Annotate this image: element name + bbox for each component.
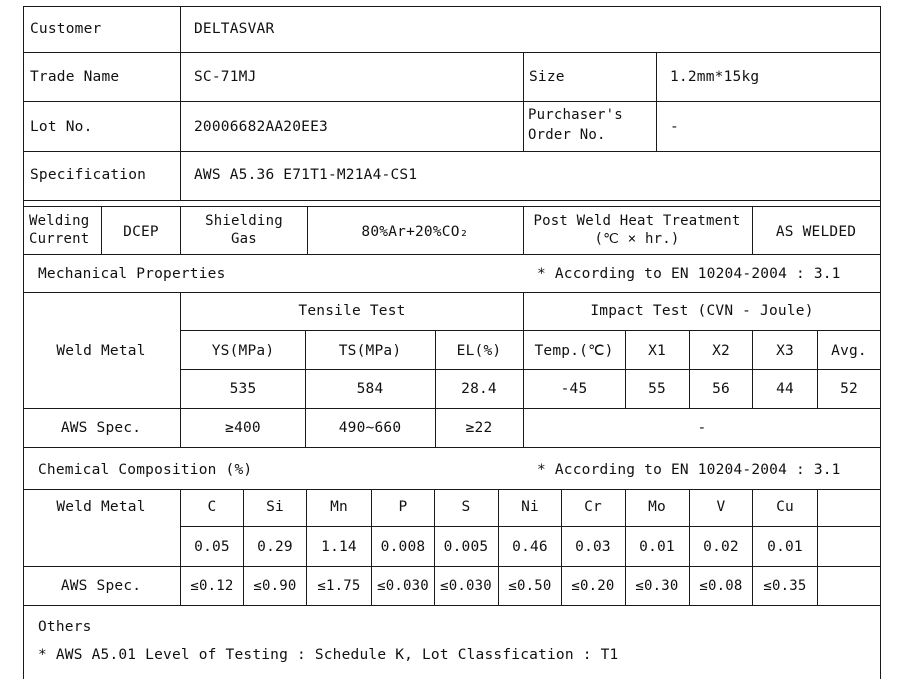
chem-header-mn: Mn	[330, 499, 348, 515]
rule	[752, 206, 753, 254]
chem-header-s: S	[461, 499, 471, 515]
mech-header-avg: Avg.	[831, 343, 867, 359]
mech-header-ts: TS(MPa)	[338, 343, 402, 359]
rule	[561, 489, 562, 605]
tensile-test-title: Tensile Test	[298, 303, 406, 319]
purchaser-label-line2: Order No.	[528, 127, 606, 143]
chemical-note: * According to EN 10204-2004 : 3.1	[537, 462, 841, 478]
rule	[689, 330, 690, 408]
rule	[180, 206, 181, 254]
trade-name-label: Trade Name	[30, 69, 120, 85]
chem-spec-mo: ≤0.30	[635, 578, 679, 594]
rule	[23, 292, 881, 293]
chem-spec-mn: ≤1.75	[317, 578, 361, 594]
chemical-spec-label: AWS Spec.	[60, 578, 142, 594]
chem-header-v: V	[716, 499, 726, 515]
rule	[656, 52, 657, 151]
rule	[752, 489, 753, 605]
chem-spec-v: ≤0.08	[699, 578, 743, 594]
chem-header-mo: Mo	[648, 499, 666, 515]
size-value: 1.2mm*15kg	[670, 69, 760, 85]
mech-header-x1: X1	[648, 343, 666, 359]
chem-spec-si: ≤0.90	[253, 578, 297, 594]
shielding-gas-value: 80%Ar+20%CO₂	[361, 224, 469, 240]
mechanical-note: * According to EN 10204-2004 : 3.1	[537, 266, 841, 282]
mechanical-title: Mechanical Properties	[38, 266, 226, 282]
size-label: Size	[529, 69, 565, 85]
purchaser-label-line1: Purchaser's	[528, 107, 623, 123]
lot-label: Lot No.	[30, 119, 93, 135]
chem-spec-c: ≤0.12	[190, 578, 234, 594]
mech-header-el: EL(%)	[456, 343, 502, 359]
rule	[435, 330, 436, 447]
rule	[23, 254, 881, 255]
mech-spec-ts: 490~660	[338, 420, 402, 436]
mechanical-row-label: Weld Metal	[56, 343, 146, 359]
chem-spec-s: ≤0.030	[440, 578, 492, 594]
rule	[180, 292, 181, 447]
mech-spec-ys: ≥400	[225, 420, 261, 436]
mech-header-x2: X2	[712, 343, 730, 359]
rule	[498, 489, 499, 605]
chem-header-c: C	[207, 499, 217, 515]
welding-current-label-line1: Welding	[29, 213, 90, 229]
rule	[243, 489, 244, 605]
mech-header-ys: YS(MPa)	[211, 343, 275, 359]
rule	[307, 206, 308, 254]
border-left	[23, 6, 24, 679]
chem-header-p: P	[398, 499, 408, 515]
rule	[23, 101, 881, 102]
mech-value-avg: 52	[840, 381, 858, 397]
welding-current-label-line2: Current	[29, 231, 90, 247]
rule	[752, 330, 753, 408]
mech-value-x3: 44	[776, 381, 794, 397]
chem-value-c: 0.05	[194, 539, 230, 555]
pwht-label-line1: Post Weld Heat Treatment	[533, 213, 741, 229]
chem-value-cr: 0.03	[575, 539, 611, 555]
rule	[689, 489, 690, 605]
pwht-label-line2: (℃ × hr.)	[594, 231, 680, 247]
shielding-gas-label-line2: Gas	[231, 231, 257, 247]
rule	[23, 52, 881, 53]
mech-value-temp: -45	[560, 381, 588, 397]
chemical-row-label: Weld Metal	[56, 499, 146, 515]
mech-spec-el: ≥22	[465, 420, 493, 436]
chem-value-p: 0.008	[380, 539, 426, 555]
rule	[180, 526, 881, 527]
mechanical-spec-label: AWS Spec.	[60, 420, 142, 436]
chem-header-cr: Cr	[584, 499, 602, 515]
rule	[371, 489, 372, 605]
rule	[625, 330, 626, 408]
chem-header-ni: Ni	[521, 499, 539, 515]
mech-value-ts: 584	[356, 381, 384, 397]
chem-value-mn: 1.14	[321, 539, 357, 555]
border-right	[880, 6, 881, 679]
mech-header-x3: X3	[776, 343, 794, 359]
rule	[23, 605, 881, 606]
rule	[817, 489, 818, 605]
chem-value-mo: 0.01	[639, 539, 675, 555]
rule	[625, 489, 626, 605]
rule	[180, 489, 181, 605]
others-title: Others	[38, 619, 92, 635]
mech-header-temp: Temp.(℃)	[534, 343, 614, 359]
chem-value-v: 0.02	[703, 539, 739, 555]
rule	[523, 206, 524, 254]
impact-spec-value: -	[697, 420, 707, 436]
chem-spec-ni: ≤0.50	[508, 578, 552, 594]
rule	[23, 200, 881, 201]
rule	[817, 330, 818, 408]
impact-test-title: Impact Test (CVN - Joule)	[590, 303, 814, 319]
rule	[180, 6, 181, 200]
mech-value-el: 28.4	[461, 381, 497, 397]
rule	[23, 447, 881, 448]
rule	[101, 206, 102, 254]
rule	[23, 408, 881, 409]
chem-header-si: Si	[266, 499, 284, 515]
chem-value-cu: 0.01	[767, 539, 803, 555]
mech-value-x1: 55	[648, 381, 666, 397]
shielding-gas-label-line1: Shielding	[205, 213, 283, 229]
rule	[523, 52, 524, 151]
pwht-value: AS WELDED	[775, 224, 857, 240]
chem-value-ni: 0.46	[512, 539, 548, 555]
chem-spec-cu: ≤0.35	[763, 578, 807, 594]
chem-value-si: 0.29	[257, 539, 293, 555]
customer-value: DELTASVAR	[194, 21, 275, 37]
mech-value-x2: 56	[712, 381, 730, 397]
rule	[305, 330, 306, 447]
purchaser-value: -	[670, 119, 679, 135]
rule	[434, 489, 435, 605]
rule	[180, 369, 881, 370]
chem-value-s: 0.005	[443, 539, 489, 555]
spec-label: Specification	[30, 167, 147, 183]
chem-header-cu: Cu	[776, 499, 794, 515]
others-note: * AWS A5.01 Level of Testing : Schedule K, Lot Classfication : T1	[38, 647, 619, 663]
rule	[23, 6, 881, 7]
chemical-title: Chemical Composition (%)	[38, 462, 253, 478]
welding-current-value: DCEP	[123, 224, 159, 240]
chem-spec-cr: ≤0.20	[571, 578, 615, 594]
lot-value: 20006682AA20EE3	[194, 119, 328, 135]
rule	[523, 292, 524, 447]
rule	[180, 330, 881, 331]
spec-value: AWS A5.36 E71T1-M21A4-CS1	[194, 167, 418, 183]
rule	[23, 151, 881, 152]
mech-value-ys: 535	[229, 381, 257, 397]
rule	[306, 489, 307, 605]
trade-name-value: SC-71MJ	[194, 69, 257, 85]
customer-label: Customer	[30, 21, 102, 37]
chem-spec-p: ≤0.030	[377, 578, 429, 594]
